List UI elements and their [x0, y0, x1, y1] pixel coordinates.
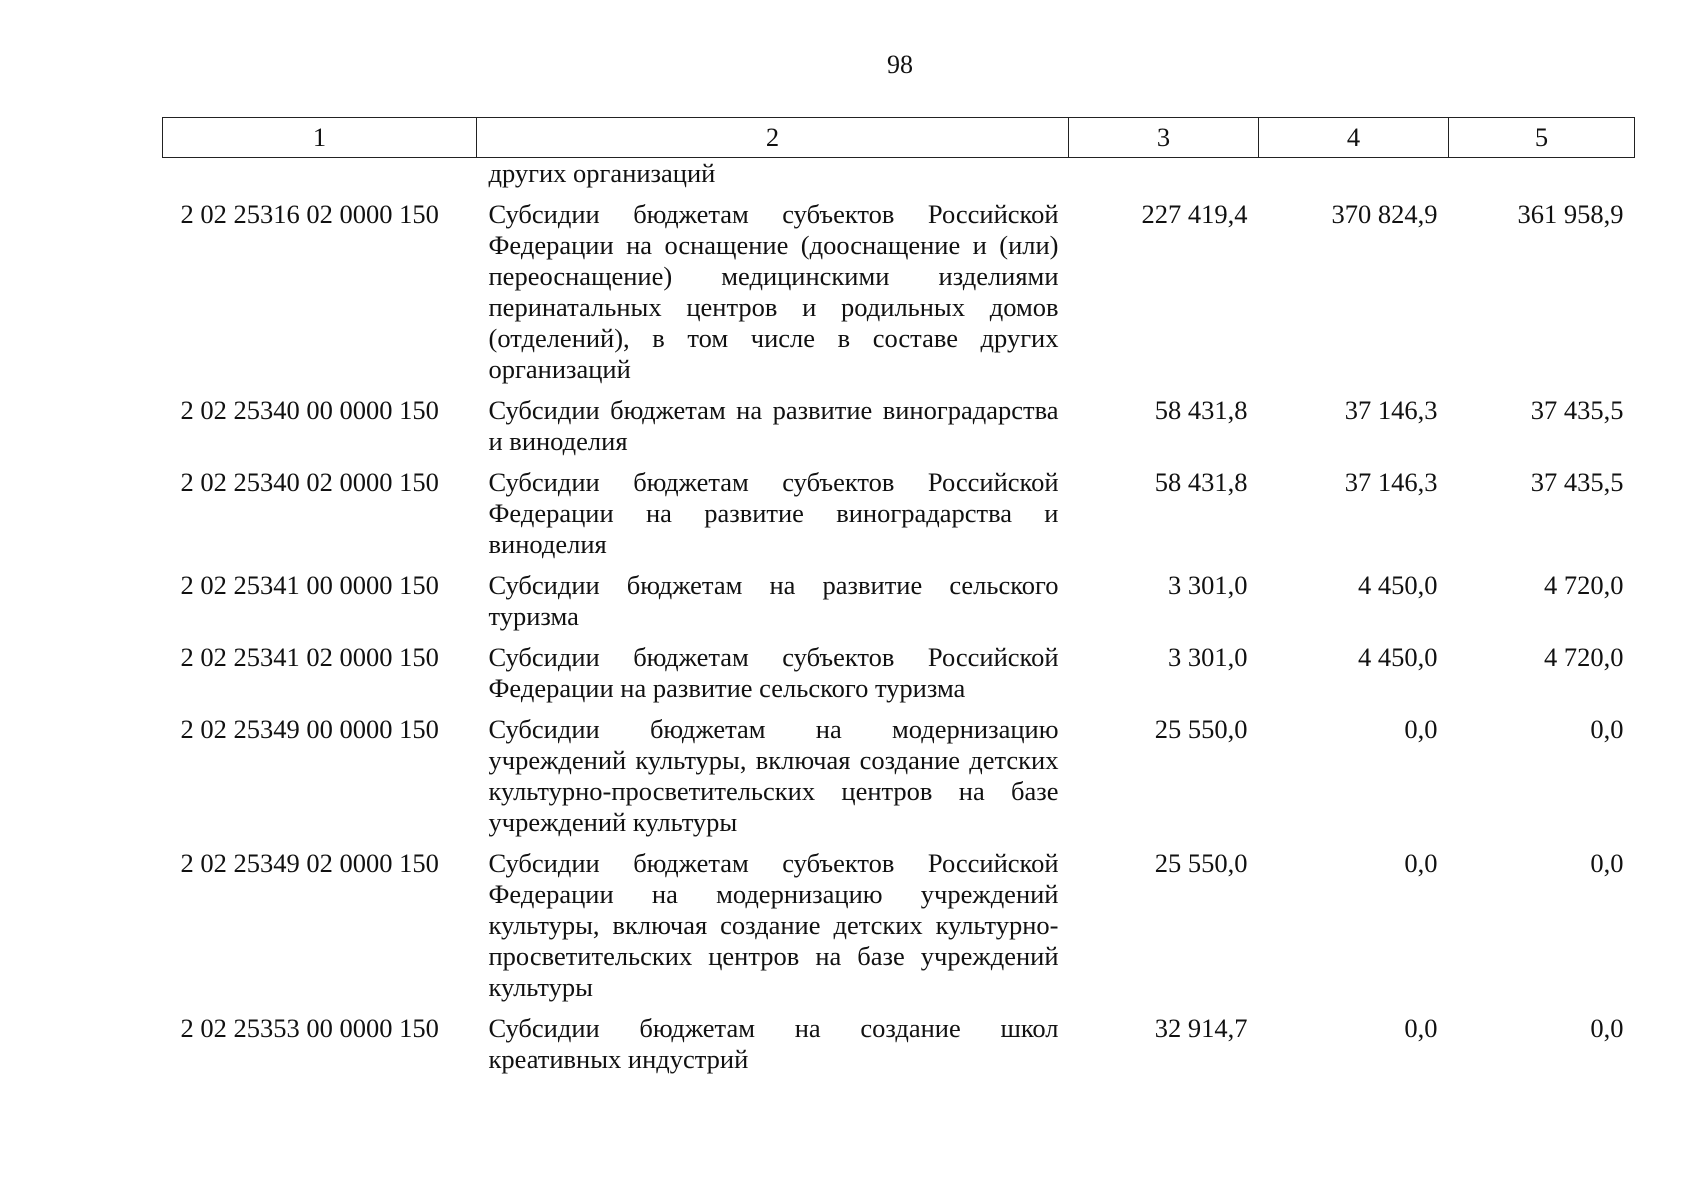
item-name: Субсидии бюджетам субъектов Российской Федерации на оснащение (дооснащение и (или) переоснащение) медицинскими изделиями перинатальных центров и родильных домов (отделений), в том числе в составе других организаций	[488, 199, 1059, 384]
table-row	[163, 189, 1635, 385]
value-col-3: 3 301,0	[1168, 642, 1248, 672]
value-col-4: 0,0	[1404, 848, 1438, 878]
column-header-3: 3	[1069, 118, 1259, 158]
column-header-4: 4	[1259, 118, 1449, 158]
value-col-3: 58 431,8	[1154, 395, 1248, 425]
item-name: Субсидии бюджетам на развитие виноградарства и виноделия	[488, 395, 1059, 456]
value-col-3: 25 550,0	[1154, 714, 1248, 744]
column-header-5: 5	[1449, 118, 1635, 158]
code-cell	[163, 158, 477, 190]
value-col-3: 227 419,4	[1141, 199, 1248, 229]
table-header	[163, 118, 1635, 158]
item-name: Субсидии бюджетам на развитие сельского туризма	[488, 570, 1059, 631]
value-col-5: 37 435,5	[1530, 467, 1624, 497]
item-name: Субсидии бюджетам субъектов Российской Федерации на развитие виноградарства и виноделия	[488, 467, 1059, 559]
table-row	[163, 560, 1635, 632]
item-name: Субсидии бюджетам субъектов Российской Федерации на развитие сельского туризма	[488, 642, 1059, 703]
value-col-5: 361 958,9	[1517, 199, 1624, 229]
value-col-3: 25 550,0	[1154, 848, 1248, 878]
item-name: Субсидии бюджетам субъектов Российской Федерации на модернизацию учреждений культуры, включая создание детских культурно-просветительских центров на базе учреждений культуры	[488, 848, 1059, 1002]
value-col-4: 370 824,9	[1331, 199, 1438, 229]
table-row	[163, 838, 1635, 1003]
value-cell	[1069, 158, 1259, 190]
budget-code: 2 02 25349 00 0000 150	[180, 714, 439, 744]
value-cell	[1449, 158, 1635, 190]
budget-code: 2 02 25349 02 0000 150	[180, 848, 439, 878]
value-col-4: 4 450,0	[1358, 642, 1438, 672]
value-col-4: 4 450,0	[1358, 570, 1438, 600]
value-col-3: 3 301,0	[1168, 570, 1248, 600]
budget-code: 2 02 25353 00 0000 150	[180, 1013, 439, 1043]
value-col-5: 37 435,5	[1530, 395, 1624, 425]
item-name: Субсидии бюджетам на модернизацию учреждений культуры, включая создание детских культурно-просветительских центров на базе учреждений культуры	[488, 714, 1059, 837]
value-col-3: 32 914,7	[1154, 1013, 1248, 1043]
value-col-3: 58 431,8	[1154, 467, 1248, 497]
table-row	[163, 385, 1635, 457]
budget-code: 2 02 25341 00 0000 150	[180, 570, 439, 600]
table-row	[163, 457, 1635, 560]
table-row	[163, 704, 1635, 838]
continuation-text: других организаций	[488, 158, 716, 188]
continuation-row	[163, 158, 1635, 190]
column-header-1: 1	[163, 118, 477, 158]
table-row	[163, 632, 1635, 704]
value-col-4: 0,0	[1404, 1013, 1438, 1043]
value-col-5: 0,0	[1590, 714, 1624, 744]
value-cell	[1259, 158, 1449, 190]
column-header-2: 2	[477, 118, 1069, 158]
budget-code: 2 02 25340 00 0000 150	[180, 395, 439, 425]
value-col-4: 37 146,3	[1344, 467, 1438, 497]
value-col-5: 0,0	[1590, 1013, 1624, 1043]
budget-code: 2 02 25340 02 0000 150	[180, 467, 439, 497]
table-row	[163, 1003, 1635, 1075]
value-col-5: 4 720,0	[1544, 570, 1624, 600]
table-body	[163, 158, 1635, 1076]
value-col-5: 0,0	[1590, 848, 1624, 878]
budget-code: 2 02 25341 02 0000 150	[180, 642, 439, 672]
budget-code: 2 02 25316 02 0000 150	[180, 199, 439, 229]
page-number: 98	[887, 50, 913, 79]
budget-table	[162, 117, 1635, 1075]
header-row	[163, 118, 1635, 158]
value-col-5: 4 720,0	[1544, 642, 1624, 672]
value-col-4: 0,0	[1404, 714, 1438, 744]
item-name: Субсидии бюджетам на создание школ креативных индустрий	[488, 1013, 1059, 1074]
value-col-4: 37 146,3	[1344, 395, 1438, 425]
